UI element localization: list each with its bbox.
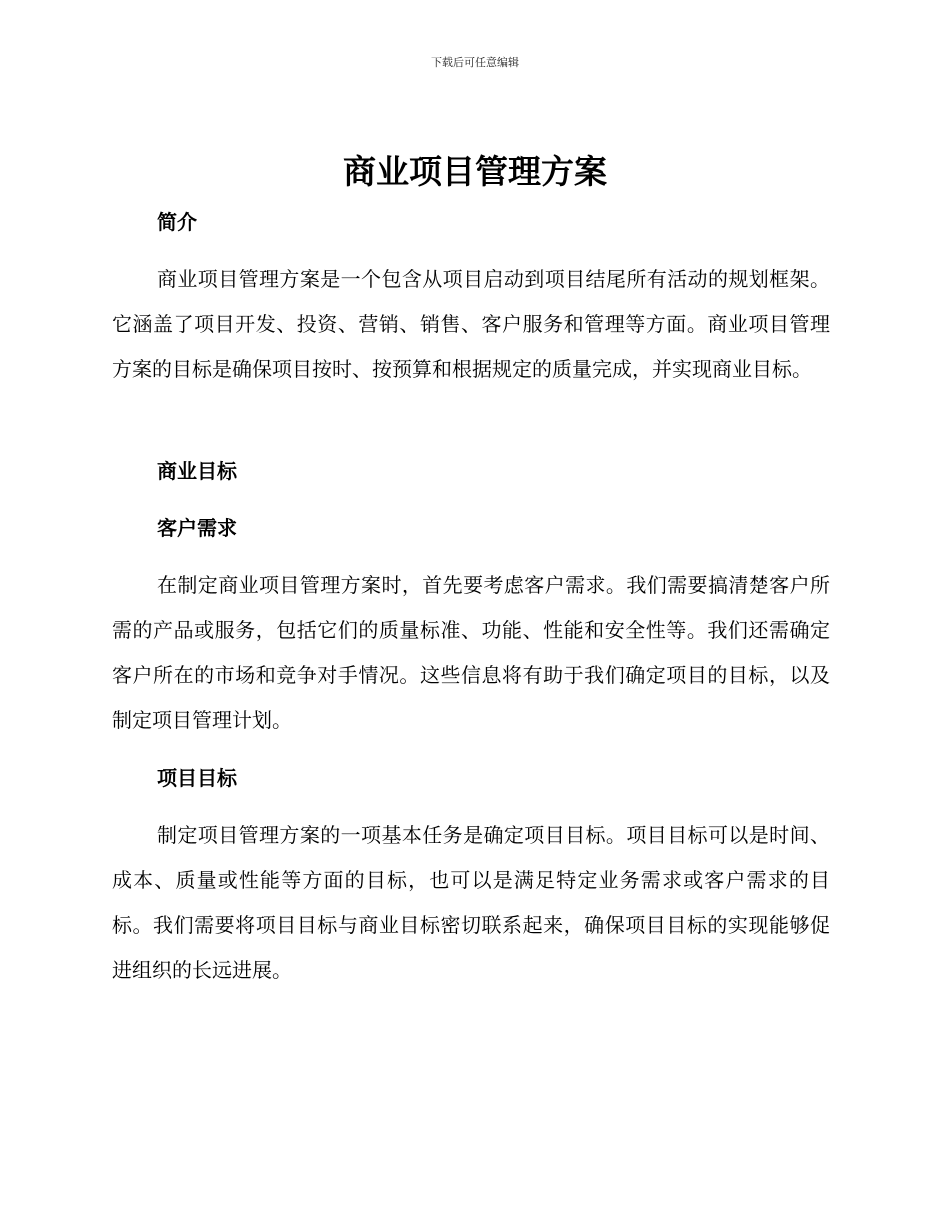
- heading-business-goals: 商业目标: [157, 459, 237, 483]
- paragraph-intro: 商业项目管理方案是一个包含从项目启动到项目结尾所有活动的规划框架。它涵盖了项目开发、投资、营销、销售、客户服务和管理等方面。商业项目管理方案的目标是确保项目按时、按预算和根据规定的质量完成，并实现商业目标。: [112, 267, 830, 381]
- paragraph-project-goals: 制定项目管理方案的一项基本任务是确定项目目标。项目目标可以是时间、成本、质量或性能等方面的目标，也可以是满足特定业务需求或客户需求的目标。我们需要将项目目标与商业目标密切联系起来，确保项目目标的实现能够促进组织的长远进展。: [112, 823, 830, 982]
- heading-project-goals: 项目目标: [157, 766, 237, 790]
- heading-customer-needs: 客户需求: [157, 516, 237, 540]
- document-title: 商业项目管理方案: [343, 152, 607, 191]
- heading-intro: 简介: [157, 210, 197, 234]
- paragraph-customer-needs: 在制定商业项目管理方案时，首先要考虑客户需求。我们需要搞清楚客户所需的产品或服务，包括它们的质量标准、功能、性能和安全性等。我们还需确定客户所在的市场和竞争对手情况。这些信息将有助于我们确定项目的目标，以及制定项目管理计划。: [112, 573, 830, 732]
- header-note: 下载后可任意编辑: [431, 56, 519, 69]
